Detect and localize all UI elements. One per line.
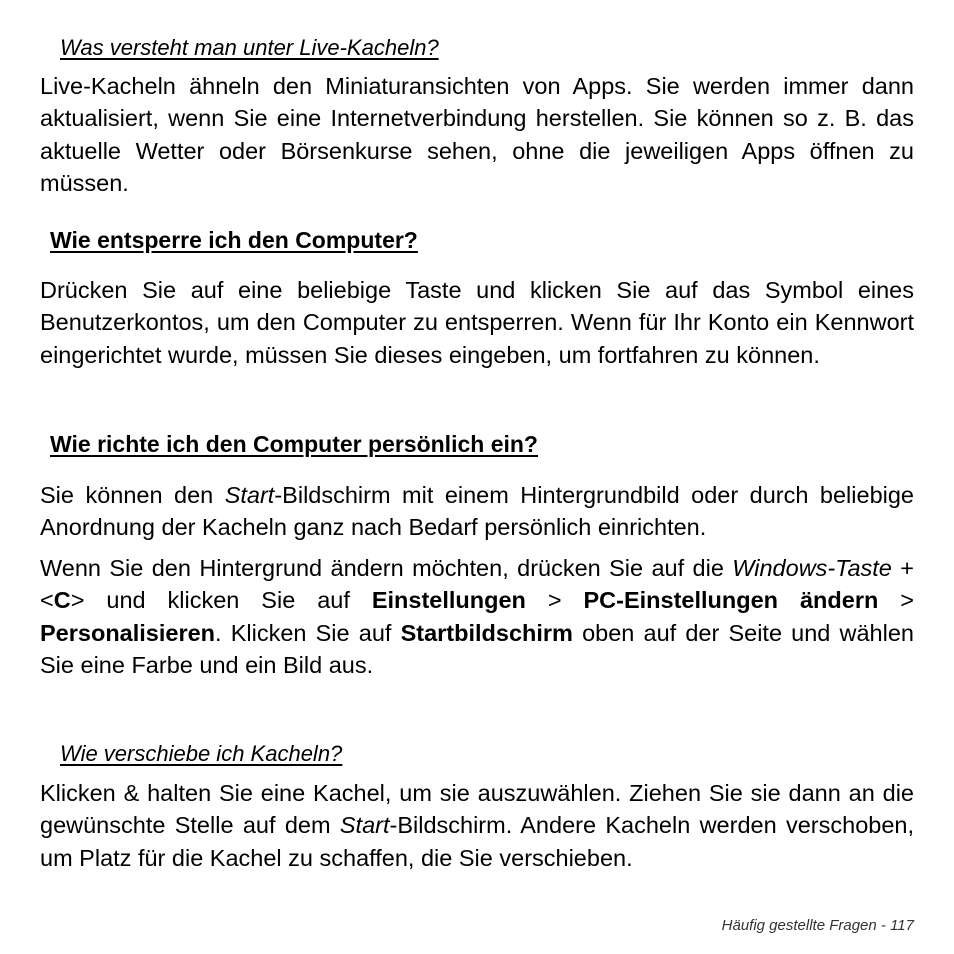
- text-run: Klicken & halten Sie eine Kachel, um sie auszuwählen. Ziehen Sie sie dann an die gewünschte Stelle auf dem: [40, 780, 914, 839]
- pc-settings-term: PC-Einstellungen ändern: [583, 587, 879, 614]
- paragraph-unlock: Drücken Sie auf eine beliebige Taste und klicken Sie auf das Symbol eines Benutzerkontos, um den Computer zu entsperren. Wenn für Ihr Konto ein Kennwort eingerichtet wurde, müssen Sie dieses eingeben, um fortfahren zu können.: [40, 277, 914, 368]
- heading-live-tiles: Was versteht man unter Live-Kacheln?: [60, 35, 439, 60]
- text-run: >: [525, 587, 584, 614]
- startscreen-term: Startbildschirm: [400, 619, 573, 646]
- paragraph-move-tiles: [40, 777, 914, 874]
- text-run: -Bildschirm mit einem Hintergrundbild oder durch beliebige Anordnung der Kacheln ganz nach Bedarf persönlich einrichten.: [40, 482, 914, 541]
- text-run: -Bildschirm. Andere Kacheln werden verschoben, um Platz für die Kachel zu schaffen, die Sie verschieben.: [40, 812, 914, 871]
- text-run: . Klicken Sie auf: [215, 619, 401, 646]
- page-footer: Häufig gestellte Fragen - 117: [721, 917, 914, 934]
- text-run: oben auf der Seite und wählen Sie eine Farbe und ein Bild aus.: [40, 619, 914, 678]
- windows-key-term: Windows-Taste: [732, 555, 892, 581]
- settings-term: Einstellungen: [371, 587, 526, 614]
- paragraph-personalize-2: [40, 552, 914, 681]
- heading-personalize: Wie richte ich den Computer persönlich ein?: [50, 431, 538, 457]
- text-run: + <: [40, 555, 914, 614]
- start-term: Start: [224, 482, 275, 508]
- c-key: C: [53, 587, 71, 614]
- heading-move-tiles: Wie verschiebe ich Kacheln?: [60, 741, 343, 766]
- personalize-term: Personalisieren: [40, 619, 216, 646]
- start-term: Start: [339, 812, 390, 839]
- paragraph-personalize-1: [40, 479, 914, 544]
- text-run: >: [878, 587, 914, 614]
- paragraph-live-tiles: Live-Kacheln ähneln den Miniaturansichten von Apps. Sie werden immer dann aktualisiert, wenn Sie eine Internetverbindung herstellen. Sie können so z. B. das aktuelle Wetter oder Börsenkurse sehen, ohne die jeweiligen Apps öffnen zu müssen.: [40, 73, 914, 196]
- text-run: > und klicken Sie auf: [70, 587, 372, 614]
- heading-unlock: Wie entsperre ich den Computer?: [50, 227, 418, 253]
- text-run: Wenn Sie den Hintergrund ändern möchten, drücken Sie auf die: [40, 555, 733, 581]
- text-run: Sie können den: [40, 482, 225, 508]
